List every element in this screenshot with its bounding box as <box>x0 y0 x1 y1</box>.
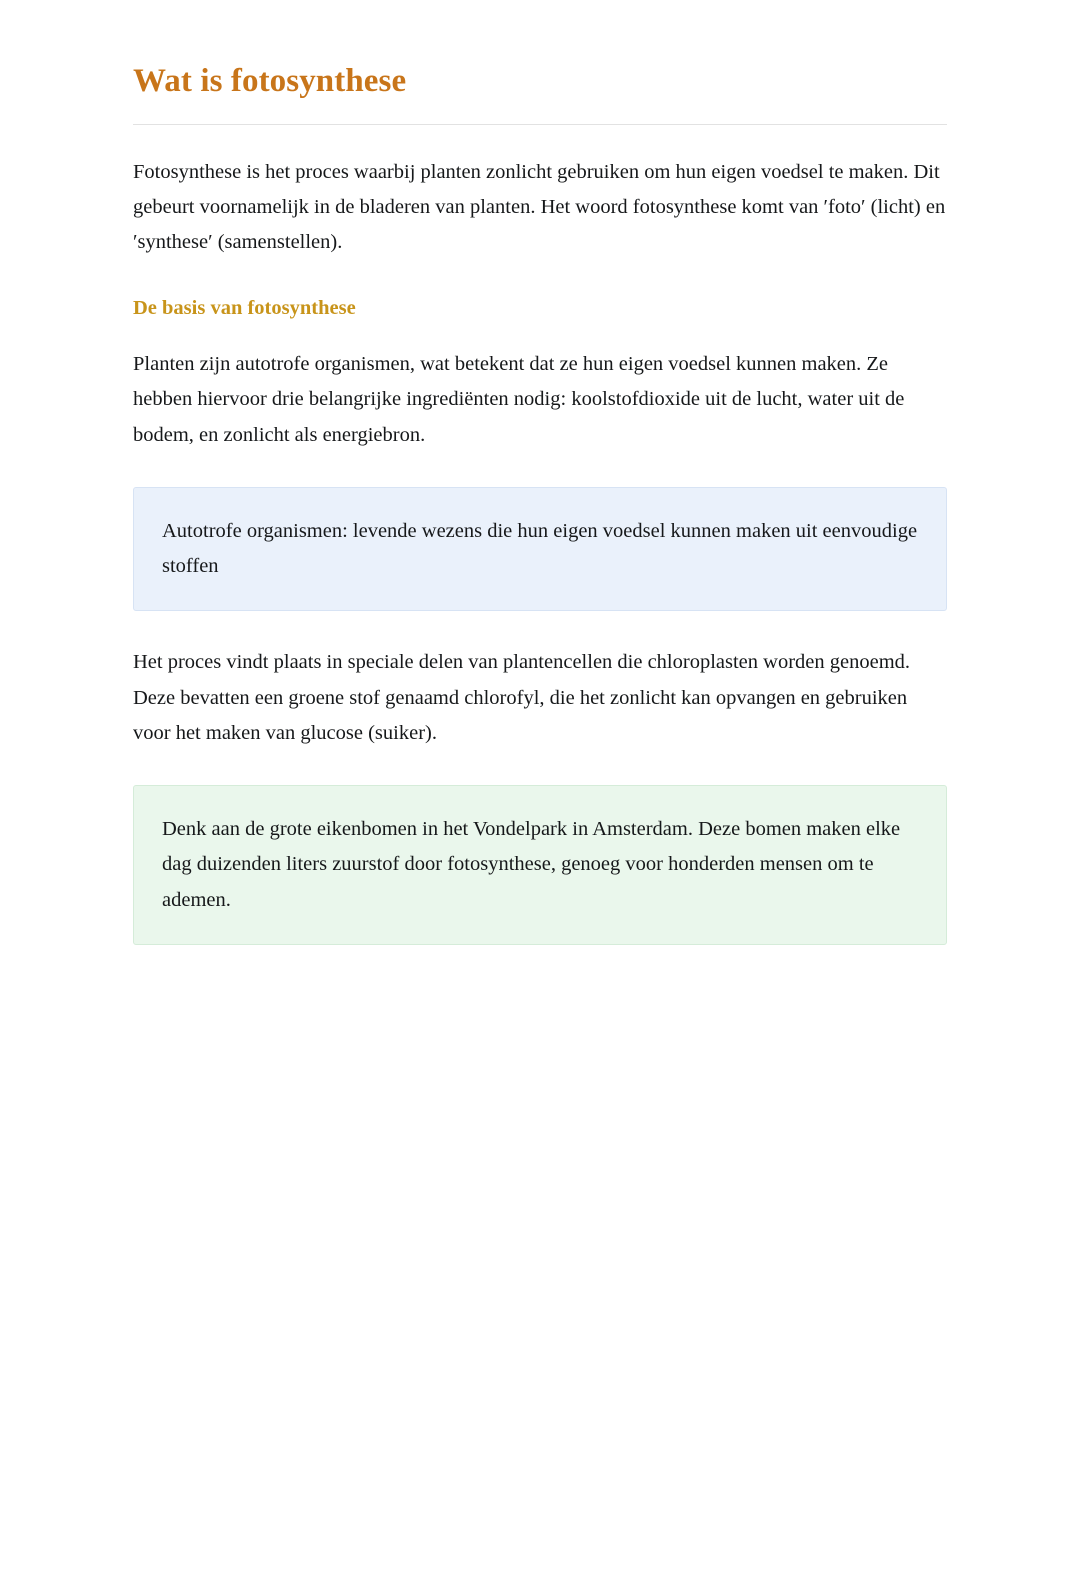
page-title: Wat is fotosynthese <box>133 63 407 99</box>
definition-callout-text: Autotrofe organismen: levende wezens die hun eigen voedsel kunnen maken uit eenvoudige stoffen <box>162 519 918 578</box>
example-callout-text: Denk aan de grote eikenbomen in het Vondelpark in Amsterdam. Deze bomen maken elke dag duizenden liters zuurstof door fotosynthese, genoeg voor honderden mensen om te ademen. <box>162 818 901 911</box>
chloroplast-paragraph: Het proces vindt plaats in speciale delen van plantencellen die chloroplasten worden genoemd. Deze bevatten een groene stof genaamd chlorofyl, die het zonlicht kan opvangen en gebruiken voor het maken van glucose (suiker). <box>133 651 911 744</box>
intro-paragraph: Fotosynthese is het proces waarbij planten zonlicht gebruiken om hun eigen voedsel te maken. Dit gebeurt voornamelijk in de bladeren van planten. Het woord fotosynthese komt van ′foto′ (licht) en ′synthese′ (samenstellen). <box>133 160 946 254</box>
page-whitespace <box>133 979 947 1539</box>
example-callout <box>133 785 947 945</box>
section-heading-basis: De basis van fotosynthese <box>133 297 356 320</box>
title-divider <box>133 124 947 125</box>
definition-callout <box>133 487 947 612</box>
basis-paragraph: Planten zijn autotrofe organismen, wat betekent dat ze hun eigen voedsel kunnen maken. Ze hebben hiervoor drie belangrijke ingrediënten nodig: koolstofdioxide uit de lucht, water uit de bodem, en zonlicht als energiebron. <box>133 353 905 446</box>
